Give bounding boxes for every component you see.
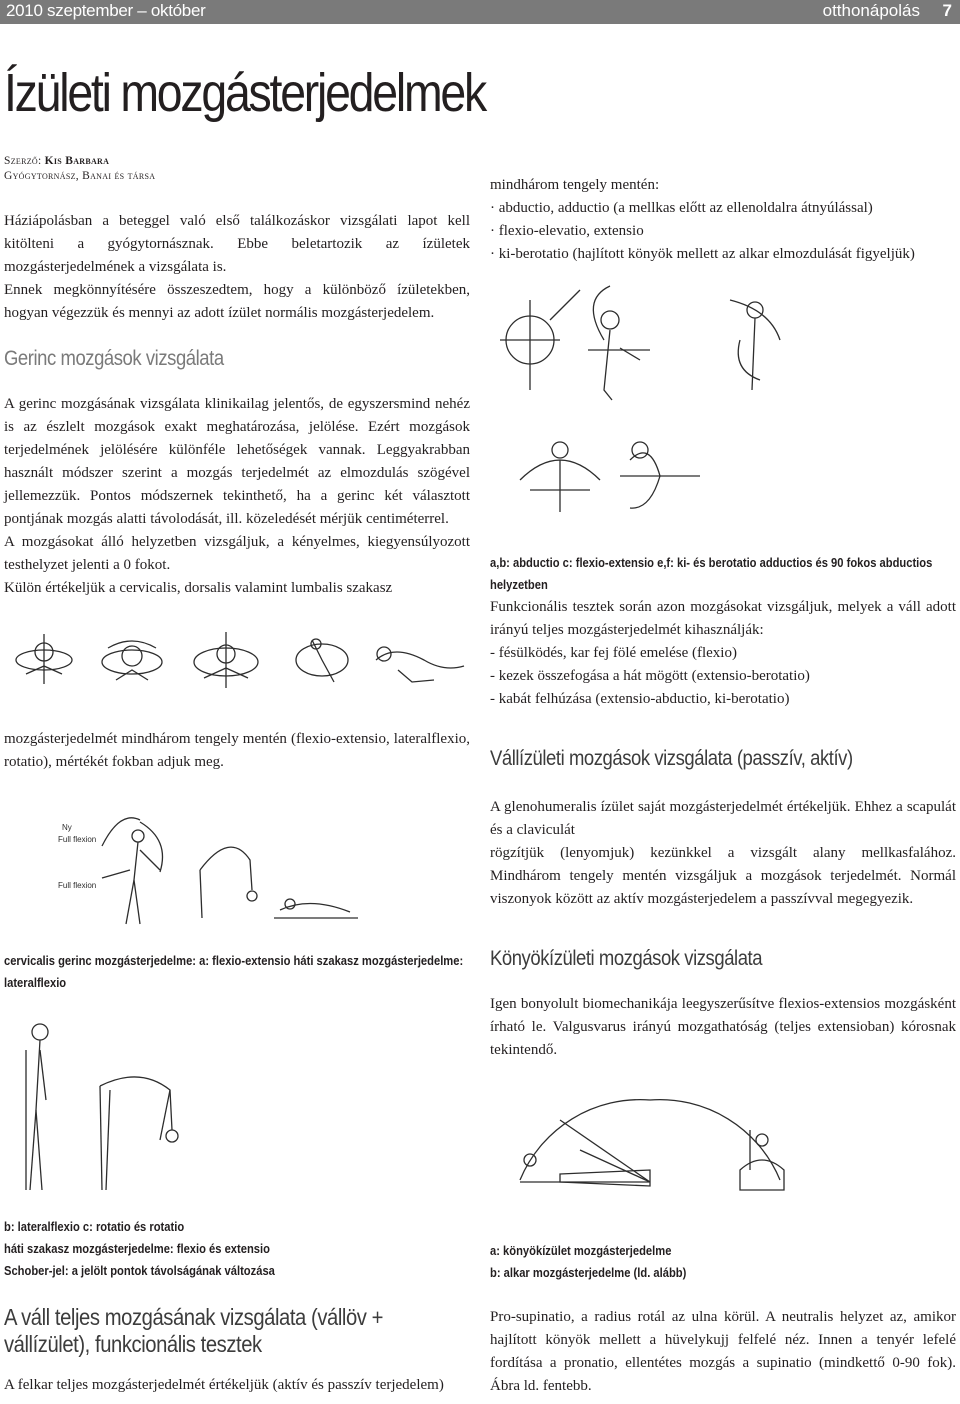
issue-date: 2010 szeptember – október <box>6 1 206 20</box>
figure-label: Full flexion <box>58 881 97 890</box>
shoulder-figures <box>500 280 800 530</box>
elbow-paragraph-1: Igen bonyolult biomechanikája leegyszerűsítve flexios-extensios mozgásként írható le. Valgusvarus irányú mozgathatóság (teljes extensioban) kórosnak tekintendő. <box>490 996 956 1058</box>
spine-caption-2-line-1: b: lateralflexio c: rotatio és rotatio <box>4 1219 185 1234</box>
elbow-section <box>490 946 956 972</box>
shoulder-joint-paragraph-1: A glenohumeralis ízület saját mozgásterjedelmét értékeljük. Ehhez a scapulát és a claviculát <box>490 799 956 838</box>
shoulder-fig-caption: a,b: abductio c: flexio-extensio e,f: ki- és berotatio adductios és 90 fokos abductios helyzetben <box>490 555 933 592</box>
page-title: Ízületi mozgásterjedelmek <box>4 63 485 123</box>
shoulder-joint-title: Vállízületi mozgások vizsgálata (passzív, aktív) <box>490 747 853 770</box>
spine-paragraph-2: A mozgásokat álló helyzetben vizsgáljuk, a kényelmes, kiegyensúlyozott testhelyzet jelenti a 0 fokot. <box>4 534 470 573</box>
axes-intro: mindhárom tengely mentén: <box>490 177 660 193</box>
shoulder-total-section <box>4 1304 470 1358</box>
spine-caption-2-block <box>4 1216 470 1282</box>
functional-item: - fésülködés, kar fej fölé emelése (flexio) <box>490 645 737 661</box>
spine-flexion-figures <box>40 800 360 930</box>
elbow-caption-line-1: a: könyökízület mozgásterjedelme <box>490 1243 672 1258</box>
intro-paragraph-1: Háziápolásban a beteggel való első találkozáskor vizsgálati lapot kell kitölteni a gyógytornásznak. Ebbe beletartozik az ízületek mozgásterjedelmének a vizsgálata is. <box>4 213 470 275</box>
elbow-caption-block <box>490 1240 956 1284</box>
functional-item: - kabát felhúzása (extensio-abductio, ki-berotatio) <box>490 691 790 707</box>
header-bar <box>0 0 960 24</box>
intro <box>4 210 470 325</box>
shoulder-total-body <box>4 1374 470 1397</box>
elbow-body-2 <box>490 1306 956 1398</box>
axes-item: · abductio, adductio (a mellkas előtt az ellenoldalra átnyúlással) <box>490 200 873 216</box>
cervical-lateralflexion-figure <box>102 641 162 680</box>
functional-tests <box>490 596 956 711</box>
figure-label: Ny <box>62 823 72 832</box>
shoulder-total-paragraph: A felkar teljes mozgásterjedelmét értékeljük (aktív és passzív terjedelem) <box>4 1377 444 1393</box>
elbow-figures <box>500 1090 820 1200</box>
cervical-spine-figures <box>4 630 470 690</box>
dorsal-figure <box>296 639 348 682</box>
author-role: Gyógytornász, Banai és társa <box>4 170 156 182</box>
author-line <box>4 154 470 169</box>
elbow-paragraph-2: Pro-supinatio, a radius rotál az ulna körül. A neutralis helyzet az, amikor hajlított könyök mellett a hüvelykujj felfelé néz. Innen a tenyér lefelé fordítása a pronatio, ellentétes mozgás a supinatio (mindkettő 0-90 fok). Ábra ld. fentebb. <box>490 1309 956 1394</box>
author-label: Szerző: <box>4 155 45 167</box>
spine-caption-1-block <box>4 950 470 994</box>
elbow-caption-line-2: b: alkar mozgásterjedelme (ld. alább) <box>490 1265 687 1280</box>
author-name: Kis Barbara <box>44 155 110 167</box>
section-name: otthonápolás <box>822 1 920 20</box>
right-intro <box>490 174 956 266</box>
shoulder-joint-section <box>490 746 956 772</box>
spine-paragraph-3: Külön értékeljük a cervicalis, dorsalis valamint lumbalis szakasz <box>4 580 393 596</box>
functional-paragraph: Funkcionális tesztek során azon mozgásokat vizsgáljuk, melyek a váll adott irányú teljes mozgásterjedelmét kihasználják: <box>490 599 956 638</box>
spine-caption-2-line-3: Schober-jel: a jelölt pontok távolságának változása <box>4 1263 275 1278</box>
shoulder-total-title: A váll teljes mozgásának vizsgálata (vállöv + vállízület), funkcionális tesztek <box>4 1304 384 1357</box>
functional-item: - kezek összefogása a hát mögött (extensio-berotatio) <box>490 668 810 684</box>
elbow-body <box>490 993 956 1062</box>
axes-item: · ki-berotatio (hajlított könyök mellett az alkar elmozdulását figyeljük) <box>490 246 915 262</box>
spine-section-title: Gerinc mozgások vizsgálata <box>4 347 224 370</box>
spine-section <box>4 346 470 372</box>
shoulder-joint-paragraph-2: rögzítjük (lenyomjuk) kezünkkel a vizsgált alany mellkasfalához. Mindhárom tengely mentén vizsgáljuk a mozgások terjedelmét. Normál viszonyok között az aktív mozgásterjedelem a passzívval megegyezik. <box>490 845 956 907</box>
spine-paragraph-1: A gerinc mozgásának vizsgálata klinikailag jelentős, de egyszersmind nehéz is az észlelt mozgások exakt meghatározása, jelölése. Ezért mozgások terjedelmének jelölésére különféle lehetőségek vannak. Leggyakrabban használt módszer szerint a mozgás terjedelmét az elmozdulás szögével jellemezzük. Pontos módszernek tekinthető, ha a gerinc két választott pontjának mozgás alatti távolodását, ill. közeledését mérjük centiméterrel. <box>4 396 470 527</box>
spine-body-2 <box>4 728 470 774</box>
figure-label: Full flexion <box>58 835 97 844</box>
intro-paragraph-2: Ennek megkönnyítésére összeszedtem, hogy a különböző ízületekben, hogyan végezzük és mennyi az adott ízület normális mozgásterjedelem. <box>4 282 470 321</box>
page-number: 7 <box>942 1 952 20</box>
elbow-title: Könyökízületi mozgások vizsgálata <box>490 947 763 970</box>
shoulder-fig-caption-block <box>490 552 956 596</box>
author-block <box>4 154 470 184</box>
lumbal-figure <box>376 647 464 682</box>
spine-caption-2-line-2: háti szakasz mozgásterjedelme: flexio és extensio <box>4 1241 270 1256</box>
spine-paragraph-4: mozgásterjedelmét mindhárom tengely mentén (flexio-extensio, lateralflexio, rotatio), mértékét fokban adjuk meg. <box>4 731 470 770</box>
spine-lateral-figures <box>10 1010 250 1200</box>
spine-body <box>4 393 470 600</box>
axes-item: · flexio-elevatio, extensio <box>490 223 644 239</box>
shoulder-joint-body <box>490 796 956 911</box>
cervical-flexion-figure <box>16 634 72 684</box>
spine-caption-1: cervicalis gerinc mozgásterjedelme: a: flexio-extensio háti szakasz mozgásterjedelme: lateralflexio <box>4 953 464 990</box>
cervical-rotation-figure <box>194 632 258 688</box>
